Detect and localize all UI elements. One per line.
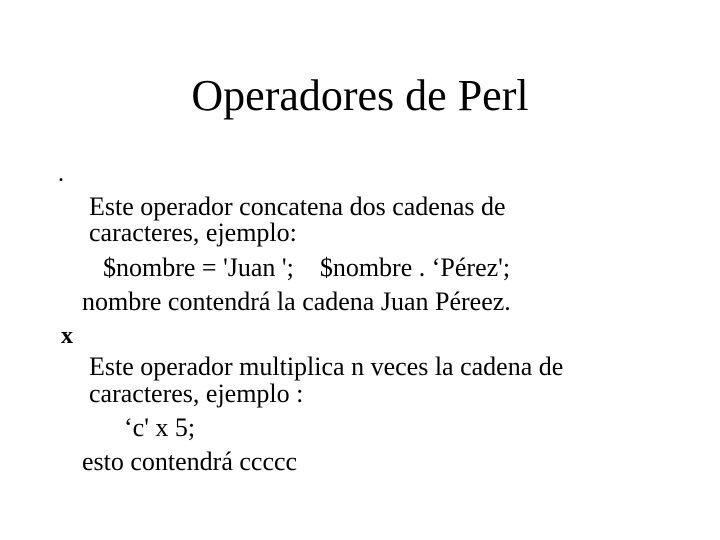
repeat-example-code: ‘c' x 5; <box>124 413 196 442</box>
concat-result-line: nombre contendrá la cadena Juan Péreez. <box>82 287 511 316</box>
concat-operator-symbol: . <box>58 161 64 187</box>
repeat-description-line-1: Este operador multiplica n veces la cadena de <box>89 352 564 381</box>
repeat-result-line: esto contendrá ccccc <box>82 447 298 476</box>
repeat-operator-symbol: x <box>61 323 73 349</box>
slide-title: Operadores de Perl <box>191 71 529 120</box>
concat-description-line-2: caracteres, ejemplo: <box>89 218 297 247</box>
concat-example-code: $nombre = 'Juan '; $nombre . ‘Pérez'; <box>103 253 511 282</box>
concat-description-line-1: Este operador concatena dos cadenas de <box>89 192 506 221</box>
repeat-description-line-2: caracteres, ejemplo : <box>89 379 304 408</box>
